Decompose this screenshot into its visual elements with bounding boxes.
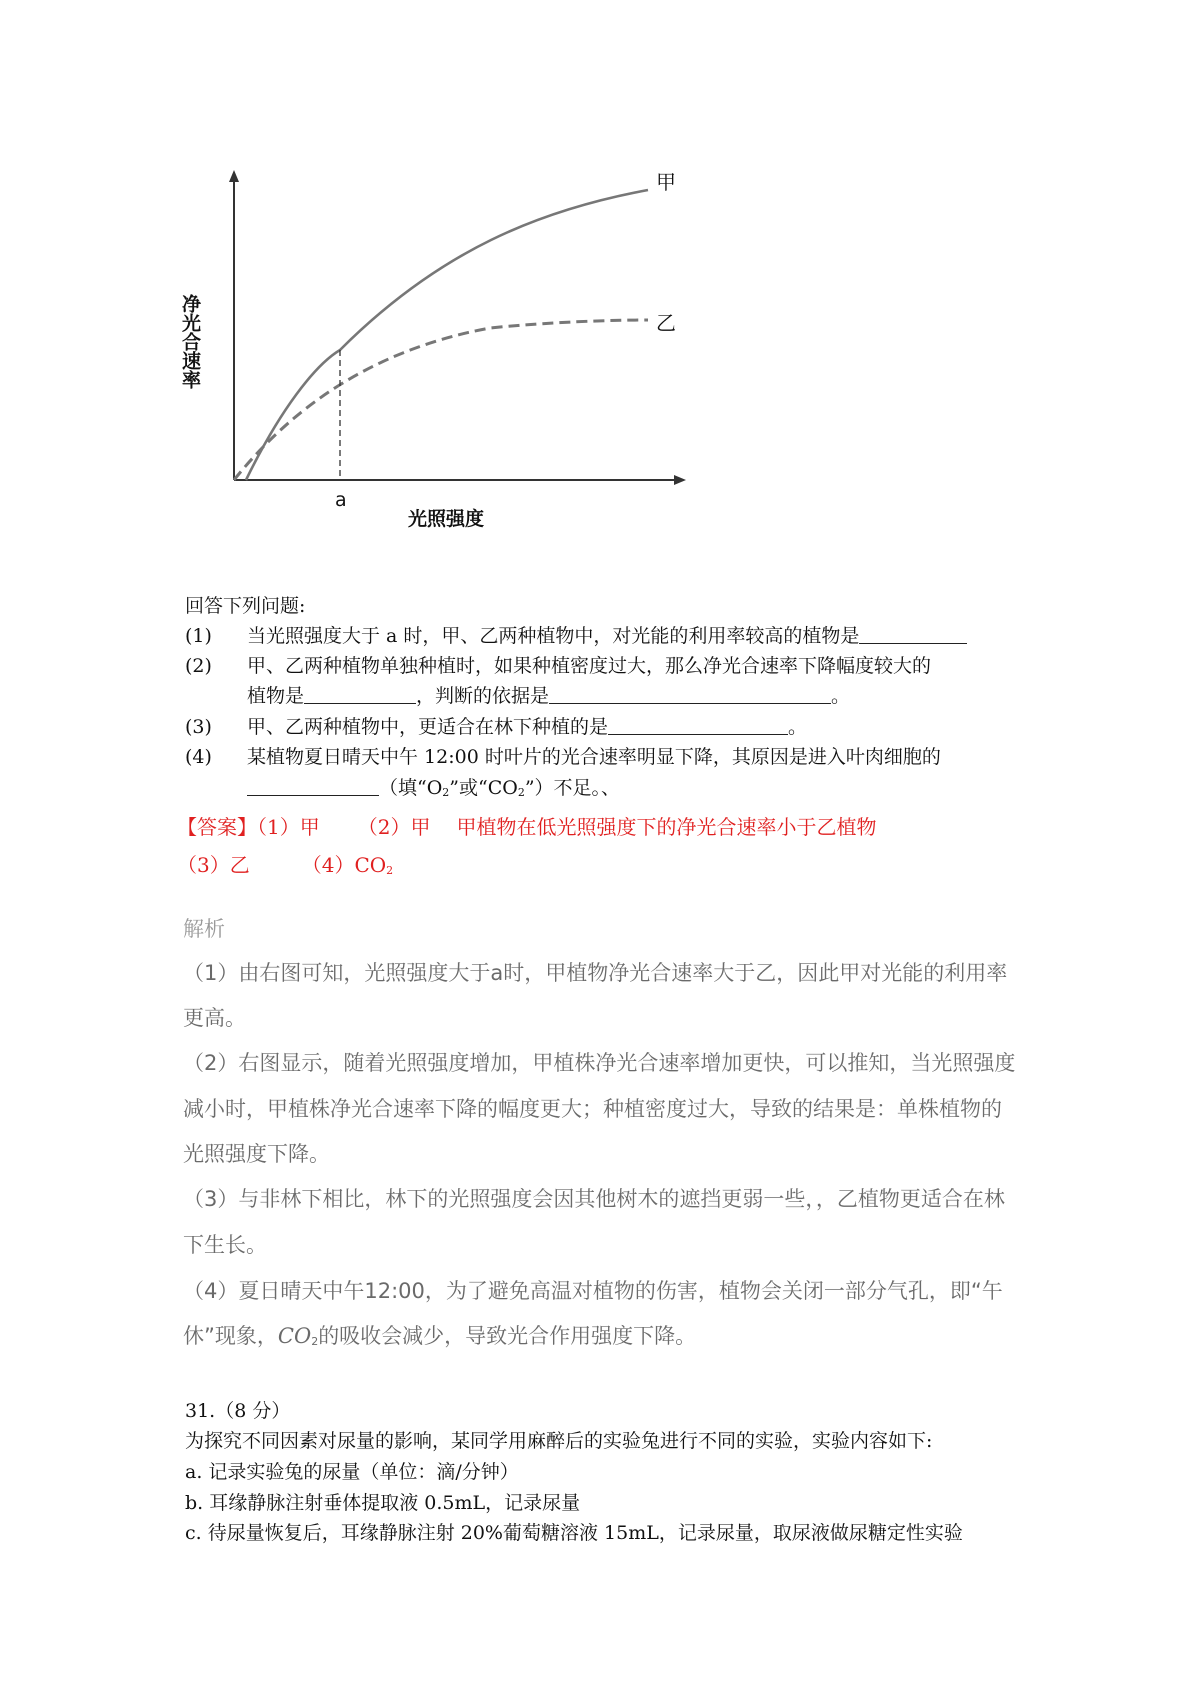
- q4-line2b: ”或“CO: [449, 777, 518, 799]
- answer-label: 【答案】: [177, 815, 257, 839]
- q3-end: 。: [788, 716, 808, 738]
- q1-text: 当光照强度大于 a 时，甲、乙两种植物中，对光能的利用率较高的植物是: [247, 625, 860, 647]
- question-4-cont: [247, 775, 620, 806]
- q2-blank-1: [304, 685, 416, 704]
- y-axis-label: 净光合速率: [179, 294, 201, 389]
- answer-4: （4）CO: [301, 853, 387, 877]
- q3-blank: [608, 716, 788, 735]
- analysis-p2-l1: （2）右图显示，随着光照强度增加，甲植株净光合速率增加更快，可以推知，当光照强度: [183, 1051, 1016, 1075]
- analysis-title: 解析: [183, 917, 225, 941]
- photosynthesis-chart: [179, 170, 710, 540]
- q3-number: (3): [185, 716, 212, 738]
- question-2-cont: [247, 683, 850, 709]
- questions-intro: 回答下列问题:: [185, 595, 306, 617]
- analysis-p4-l2: [183, 1323, 696, 1355]
- analysis-p4-l2a: 休”现象，: [183, 1324, 278, 1348]
- q4-number: (4): [185, 746, 212, 768]
- x-axis-label: 光照强度: [408, 508, 485, 530]
- x-axis-arrow: [674, 475, 686, 485]
- series-yi-line: [234, 320, 648, 480]
- q31-item-c: c. 待尿量恢复后，耳缘静脉注射 20%葡萄糖溶液 15mL，记录尿量，取尿液做尿糖定性实验: [185, 1522, 963, 1544]
- question-1: [185, 623, 967, 649]
- analysis-p4-l1: （4）夏日晴天中午12:00，为了避免高温对植物的伤害，植物会关闭一部分气孔，即“午: [183, 1279, 1003, 1303]
- q1-number: (1): [185, 625, 212, 647]
- analysis-p2-l2: 减小时，甲植株净光合速率下降的幅度更大；种植密度过大，导致的结果是：单株植物的: [183, 1097, 1002, 1121]
- q2-line2b: ，判断的依据是: [416, 685, 550, 707]
- answer-line-2: [177, 852, 393, 884]
- series-jia-label: 甲: [656, 170, 676, 194]
- q4-sub1: 2: [442, 786, 450, 799]
- answer-2-reason: 甲植物在低光照强度下的净光合速率小于乙植物: [456, 815, 877, 839]
- answer-line-1: [177, 814, 876, 840]
- answer-1: （1）甲: [257, 815, 320, 839]
- x-marker-label: a: [335, 489, 347, 511]
- q4-sub2: 2: [517, 786, 525, 799]
- q4-blank: [247, 777, 379, 796]
- series-yi-label: 乙: [656, 311, 676, 335]
- q4-line2c: ”）不足。、: [524, 777, 621, 799]
- analysis-p2-l3: 光照强度下降。: [183, 1142, 330, 1166]
- analysis-p1-l1: （1）由右图可知，光照强度大于a时，甲植物净光合速率大于乙，因此甲对光能的利用率: [183, 961, 1008, 985]
- answer-3: （3）乙: [177, 853, 250, 877]
- series-jia-line: [246, 190, 648, 480]
- analysis-p1-l2: 更高。: [183, 1006, 246, 1030]
- q2-line2a: 植物是: [247, 685, 305, 707]
- q4-line2a: （填“O: [379, 777, 443, 799]
- q1-blank: [859, 625, 967, 644]
- question-2: [185, 653, 931, 679]
- analysis-p3-l2: 下生长。: [183, 1233, 267, 1257]
- q31-header: 31.（8 分）: [185, 1400, 291, 1422]
- q31-intro: 为探究不同因素对尿量的影响，某同学用麻醉后的实验兔进行不同的实验，实验内容如下:: [185, 1430, 933, 1452]
- question-4: [185, 744, 941, 770]
- q2-blank-2: [549, 685, 831, 704]
- q2-line1: 甲、乙两种植物单独种植时，如果种植密度过大，那么净光合速率下降幅度较大的: [247, 655, 932, 677]
- q3-text: 甲、乙两种植物中，更适合在林下种植的是: [247, 716, 609, 738]
- analysis-p3-l1: （3）与非林下相比，林下的光照强度会因其他树木的遮挡更弱一些，，乙植物更适合在林: [183, 1187, 1005, 1211]
- y-axis-arrow: [229, 170, 239, 182]
- answer-2: （2）甲: [357, 815, 431, 839]
- q4-line1: 某植物夏日晴天中午 12:00 时叶片的光合速率明显下降，其原因是进入叶肉细胞的: [247, 746, 941, 768]
- q31-item-b: b. 耳缘静脉注射垂体提取液 0.5mL，记录尿量: [185, 1492, 581, 1514]
- q2-number: (2): [185, 655, 212, 677]
- question-3: [185, 714, 807, 740]
- analysis-p4-l2b: 的吸收会减少，导致光合作用强度下降。: [318, 1324, 697, 1348]
- q31-item-a: a. 记录实验兔的尿量（单位：滴/分钟）: [185, 1461, 519, 1483]
- answer-4-sub: 2: [386, 864, 394, 877]
- q2-line2c: 。: [831, 685, 851, 707]
- analysis-co2-sub: 2: [311, 1335, 319, 1348]
- analysis-co2: CO: [277, 1324, 312, 1348]
